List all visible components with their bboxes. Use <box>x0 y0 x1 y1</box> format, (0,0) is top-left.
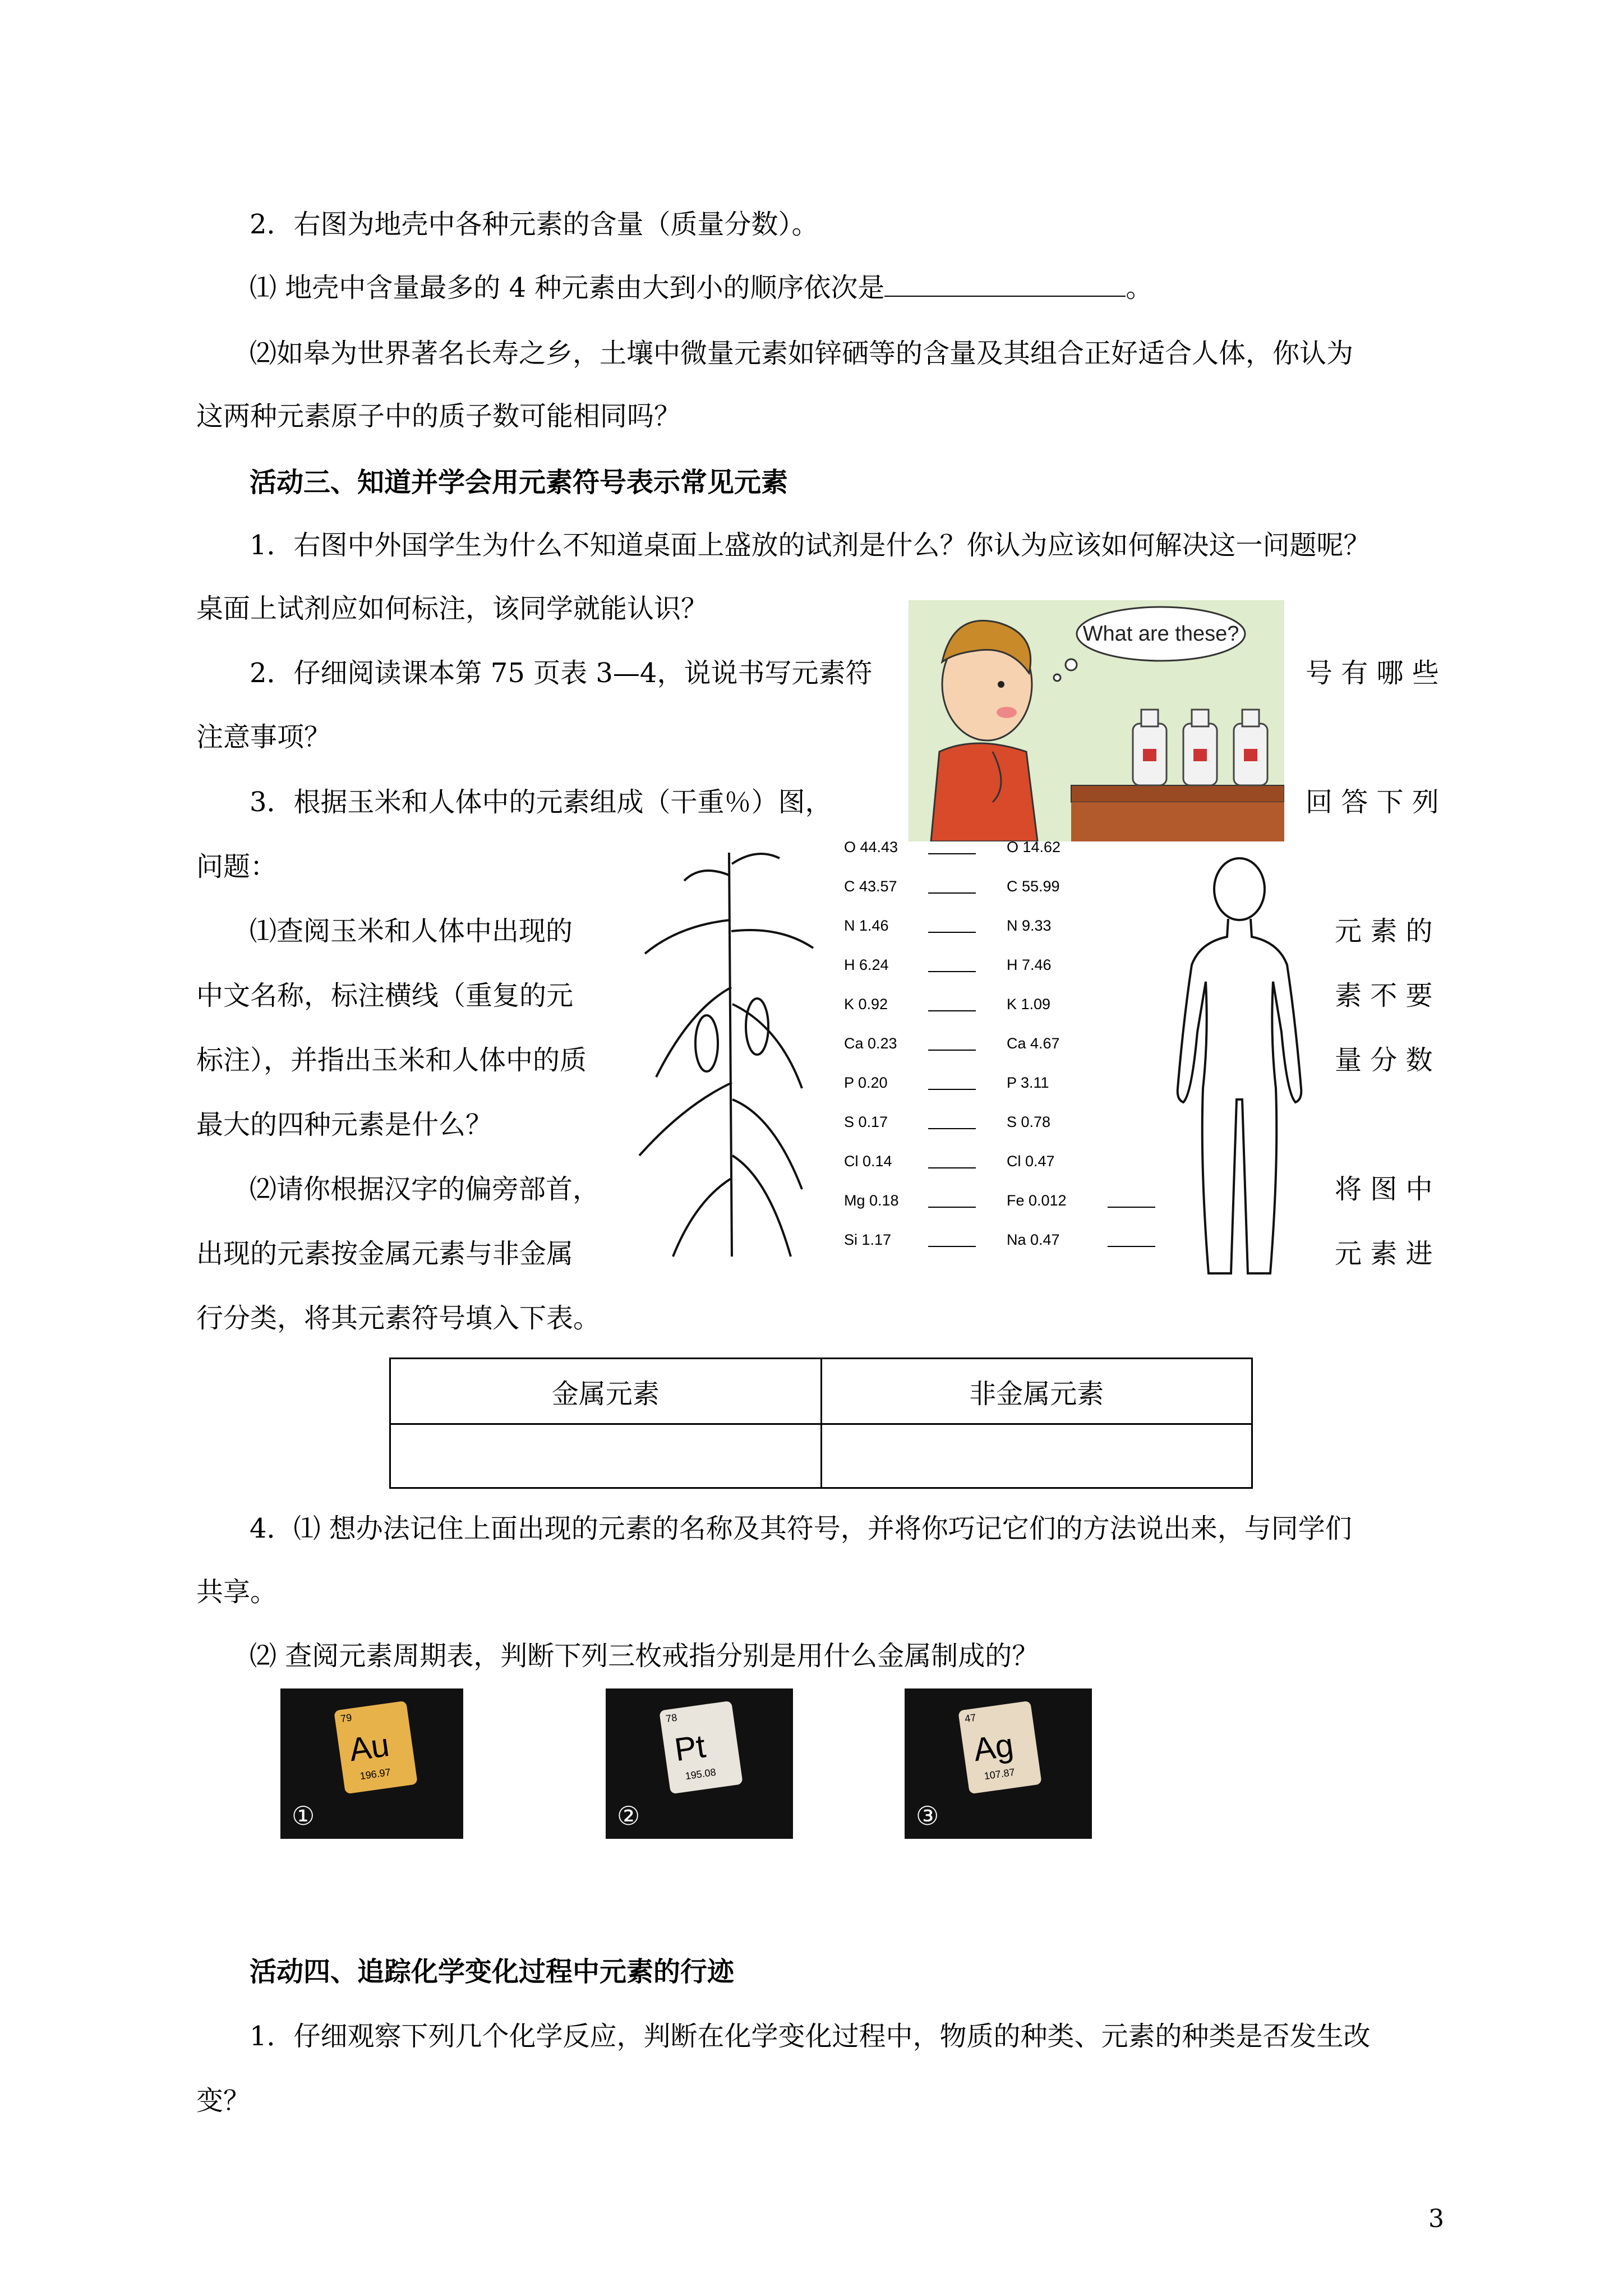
act3-q3-1-line2b: 素 不 要 <box>1335 980 1433 1011</box>
metal-answer-cell[interactable] <box>390 1424 822 1488</box>
ring-number: ③ <box>916 1801 939 1831</box>
ring-mass: 195.08 <box>684 1766 717 1782</box>
act3-q1-line1: 1．右图中外国学生为什么不知道桌面上盛放的试剂是什么？你认为应该如何解决这一问题呢？ <box>250 530 1371 561</box>
human-body-illustration <box>1166 853 1312 1285</box>
corn-name-blank[interactable] <box>928 1207 976 1208</box>
corn-name-blank[interactable] <box>928 1089 976 1090</box>
act3-q4-1-line2: 共享。 <box>196 1576 278 1608</box>
element-composition-chart <box>844 839 1192 1271</box>
corn-name-blank[interactable] <box>928 1246 976 1247</box>
act3-q4-2: ⑵ 查阅元素周期表，判断下列三枚戒指分别是用什么金属制成的？ <box>250 1640 1039 1672</box>
ring-plate <box>958 1701 1042 1795</box>
ring-symbol: Pt <box>672 1728 708 1769</box>
corn-plant-illustration <box>634 841 824 1262</box>
corn-name-blank[interactable] <box>928 853 976 854</box>
nonmetal-header: 非金属元素 <box>821 1359 1252 1424</box>
act3-q2-line1a: 2．仔细阅读课本第 75 页表 3—4，说说书写元素符 <box>250 657 873 689</box>
act4-q1-line1: 1．仔细观察下列几个化学反应，判断在化学变化过程中，物质的种类、元素的种类是否发生改 <box>250 2021 1371 2052</box>
ring-number: ② <box>617 1801 640 1831</box>
corn-element-label: O 44.43 <box>844 839 898 855</box>
ring-mass: 107.87 <box>983 1766 1016 1782</box>
act3-q1-line2: 桌面上试剂应如何标注，该同学就能认识？ <box>196 593 708 624</box>
silver-ring-photo <box>905 1688 1092 1839</box>
classification-table <box>389 1358 1253 1489</box>
human-name-blank[interactable] <box>1108 1207 1155 1208</box>
human-element-label: O 14.62 <box>1007 839 1061 855</box>
ring-symbol: Ag <box>971 1726 1016 1769</box>
act3-q3-1-line3a: 标注），并指出玉米和人体中的质 <box>196 1045 587 1076</box>
corn-name-blank[interactable] <box>928 1010 976 1011</box>
ring-number: ① <box>292 1801 315 1831</box>
act3-q3-line1b: 回 答 下 列 <box>1306 786 1439 818</box>
corn-element-label: Cl 0.14 <box>844 1153 892 1170</box>
ring-plate <box>334 1701 418 1795</box>
act3-q3-line2: 问题： <box>196 851 278 882</box>
activity-4-heading: 活动四、追踪化学变化过程中元素的行迹 <box>250 1956 735 1987</box>
act3-q2-line2: 注意事项？ <box>196 721 331 753</box>
act3-q3-line1a: 3．根据玉米和人体中的元素组成（干重％）图， <box>250 786 832 818</box>
act3-q2-line1b: 号 有 哪 些 <box>1306 657 1439 689</box>
corn-element-label: C 43.57 <box>844 878 897 895</box>
activity-3-heading: 活动三、知道并学会用元素符号表示常见元素 <box>250 467 789 498</box>
corn-element-label: Ca 0.23 <box>844 1035 897 1052</box>
act3-q3-1-line2a: 中文名称，标注横线（重复的元 <box>196 980 574 1011</box>
corn-name-blank[interactable] <box>928 892 976 894</box>
act3-q3-2-line2a: 出现的元素按金属元素与非金属 <box>196 1238 574 1269</box>
answer-blank[interactable] <box>884 271 1126 297</box>
corn-element-label: N 1.46 <box>844 917 889 934</box>
question-2: 2．右图为地壳中各种元素的含量（质量分数）。 <box>250 209 819 240</box>
metal-header: 金属元素 <box>390 1359 822 1424</box>
question-2-2-line1: ⑵如皋为世界著名长寿之乡，土壤中微量元素如锌硒等的含量及其组合正好适合人体，你认为 <box>250 338 1354 369</box>
act3-q3-1-line3b: 量 分 数 <box>1335 1045 1433 1076</box>
ring-plate <box>659 1701 743 1795</box>
human-element-label: Ca 4.67 <box>1007 1035 1060 1052</box>
question-2-2-line2: 这两种元素原子中的质子数可能相同吗？ <box>196 401 681 432</box>
confused-student-cartoon <box>909 600 1284 841</box>
corn-element-label: H 6.24 <box>844 956 889 973</box>
ring-atomic-number: 79 <box>339 1711 353 1725</box>
cartoon-drawing <box>909 600 1284 841</box>
act3-q3-1-line4: 最大的四种元素是什么？ <box>196 1109 493 1140</box>
human-element-label: C 55.99 <box>1007 878 1060 895</box>
speech-bubble-text: What are these? <box>1082 622 1239 646</box>
corn-name-blank[interactable] <box>928 971 976 972</box>
human-body-drawing <box>1166 853 1312 1285</box>
act3-q3-2-line2b: 元 素 进 <box>1335 1238 1433 1269</box>
human-element-label: P 3.11 <box>1007 1074 1049 1091</box>
page-number: 3 <box>1428 2205 1444 2233</box>
act3-q4-1-line1: 4．⑴ 想办法记住上面出现的元素的名称及其符号，并将你巧记它们的方法说出来，与同学们 <box>250 1513 1352 1544</box>
nonmetal-answer-cell[interactable] <box>821 1424 1252 1488</box>
human-element-label: Cl 0.47 <box>1007 1153 1055 1170</box>
corn-element-label: Mg 0.18 <box>844 1192 899 1209</box>
corn-element-label: Si 1.17 <box>844 1231 892 1248</box>
ring-mass: 196.97 <box>359 1766 391 1782</box>
act3-q3-2-line1a: ⑵请你根据汉字的偏旁部首， <box>250 1174 600 1205</box>
human-element-label: S 0.78 <box>1007 1114 1051 1130</box>
corn-name-blank[interactable] <box>928 1167 976 1168</box>
platinum-ring-photo <box>606 1688 793 1839</box>
act3-q3-1-line1b: 元 素 的 <box>1335 915 1433 947</box>
ring-atomic-number: 78 <box>665 1711 678 1725</box>
corn-name-blank[interactable] <box>928 932 976 933</box>
corn-name-blank[interactable] <box>928 1050 976 1051</box>
act3-q3-2-line3: 行分类，将其元素符号填入下表。 <box>196 1303 601 1334</box>
human-element-label: Fe 0.012 <box>1007 1192 1067 1209</box>
corn-name-blank[interactable] <box>928 1128 976 1129</box>
act3-q3-1-line1a: ⑴查阅玉米和人体中出现的 <box>250 915 573 947</box>
human-name-blank[interactable] <box>1108 1246 1155 1247</box>
ring-atomic-number: 47 <box>963 1711 977 1725</box>
human-element-label: K 1.09 <box>1007 996 1051 1013</box>
act3-q3-2-line1b: 将 图 中 <box>1335 1174 1433 1205</box>
human-element-label: N 9.33 <box>1007 917 1052 934</box>
human-element-label: H 7.46 <box>1007 956 1052 973</box>
act4-q1-line2: 变？ <box>196 2085 251 2116</box>
corn-element-label: K 0.92 <box>844 996 888 1013</box>
corn-element-label: S 0.17 <box>844 1114 888 1130</box>
question-2-1: ⑴ 地壳中含量最多的 4 种元素由大到小的顺序依次是 。 <box>250 272 1153 303</box>
corn-element-label: P 0.20 <box>844 1074 888 1091</box>
human-element-label: Na 0.47 <box>1007 1231 1060 1248</box>
gold-ring-photo <box>280 1688 463 1839</box>
ring-symbol: Au <box>347 1726 392 1769</box>
corn-plant-drawing <box>634 841 824 1262</box>
